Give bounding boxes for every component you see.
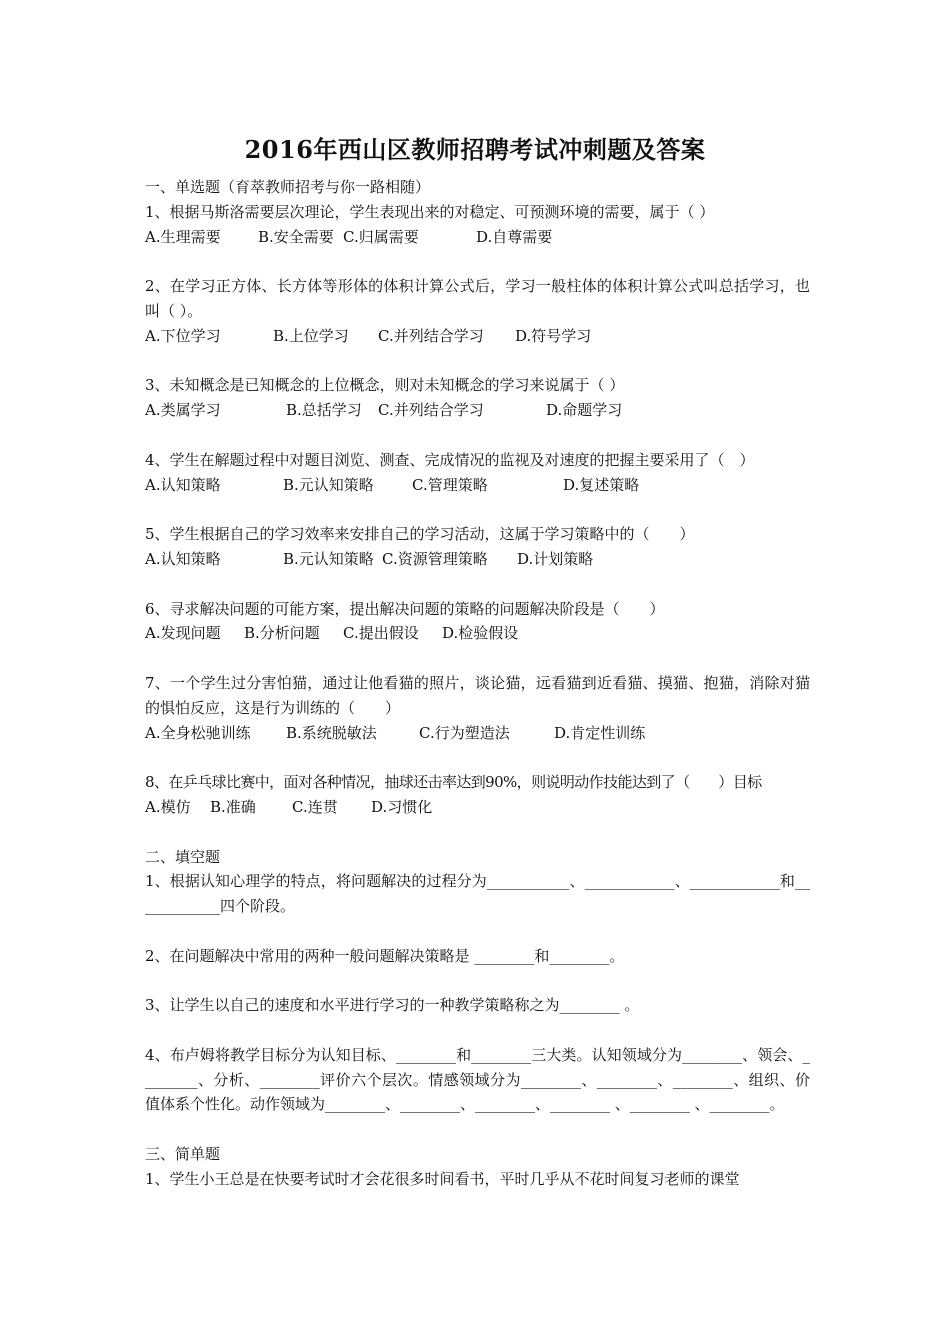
question-options: [145, 547, 810, 572]
option: C.并列结合学习: [378, 326, 484, 345]
document-body: [145, 175, 810, 1192]
option: A.类属学习: [145, 401, 221, 420]
question-text: 4、学生在解题过程中对题目浏览、测查、完成情况的监视及对速度的把握主要采用了（ ）: [145, 450, 755, 469]
question-options: [145, 721, 810, 746]
short-answer-item: 1、学生小王总是在快要考试时才会花很多时间看书，平时几乎从不花时间复习老师的课堂: [145, 1169, 740, 1188]
question-text: 1、根据马斯洛需要层次理论，学生表现出来的对稳定、可预测环境的需要，属于（ ）: [145, 202, 715, 221]
question-options: [145, 225, 810, 250]
option: D.复述策略: [563, 475, 640, 494]
option: B.元认知策略: [283, 549, 374, 568]
question-text: 8、在乒乓球比赛中，面对各种情况，抽球还击率达到90%，则说明动作技能达到了（ ）目标: [145, 773, 762, 792]
question-text: 5、学生根据自己的学习效率来安排自己的学习活动，这属于学习策略中的（ ）: [145, 525, 695, 544]
option: D.符号学习: [515, 326, 592, 345]
option: C.管理策略: [412, 475, 488, 494]
fill-blank-item: 4、布卢姆将教学目标分为认知目标、________和________三大类。认知领域分为________、领会、________、分析、________评价六个层次。情感领域分为________、________、________、组织、价值体系个性化。动作领域为________、________、________、________ 、________ 、________。: [145, 1045, 810, 1114]
option: B.系统脱敏法: [286, 723, 377, 742]
question-text: 2、在学习正方体、长方体等形体的体积计算公式后，学习一般柱体的体积计算公式叫总括学习，也叫（ ）。: [145, 277, 810, 320]
option: A.认知策略: [145, 475, 221, 494]
option: B.分析问题: [244, 624, 320, 643]
question-text: 7、一个学生过分害怕猫，通过让他看猫的照片，谈论猫，远看猫到近看猫、摸猫、抱猫，消除对猫的惧怕反应，这是行为训练的（ ）: [145, 673, 810, 717]
question-options: [145, 795, 810, 820]
option: A.全身松驰训练: [145, 723, 251, 742]
option: A.认知策略: [145, 549, 221, 568]
option: C.资源管理策略: [382, 549, 488, 568]
question-options: [145, 621, 810, 646]
option: D.命题学习: [546, 401, 623, 420]
option: D.计划策略: [517, 549, 594, 568]
fill-blank-item: 1、根据认知心理学的特点，将问题解决的过程分为___________、____________、____________和____________四个阶段。: [145, 872, 810, 916]
option: A.下位学习: [145, 326, 221, 345]
option: A.发现问题: [145, 624, 221, 643]
question-options: [145, 324, 810, 349]
option: B.总括学习: [286, 401, 362, 420]
option: D.习惯化: [371, 797, 433, 816]
section-heading: 一、单选题（育萃教师招考与你一路相随）: [145, 178, 431, 196]
option: D.检验假设: [442, 624, 519, 643]
fill-blank-item: 2、在问题解决中常用的两种一般问题解决策略是 ________和________。: [145, 946, 625, 965]
question-text: 3、未知概念是已知概念的上位概念，则对未知概念的学习来说属于（ ）: [145, 376, 625, 395]
question-options: [145, 473, 810, 498]
option: A.模仿: [145, 797, 191, 816]
question-options: [145, 398, 810, 423]
fill-blank-item: 3、让学生以自己的速度和水平进行学习的一种教学策略称之为________ 。: [145, 996, 640, 1015]
section-heading: 三、简单题: [145, 1145, 221, 1164]
section-heading: 二、填空题: [145, 847, 221, 866]
option: B.上位学习: [273, 326, 349, 345]
option: B.准确: [210, 797, 256, 816]
option: C.连贯: [292, 797, 338, 816]
question-text: 6、寻求解决问题的可能方案，提出解决问题的策略的问题解决阶段是（ ）: [145, 599, 665, 618]
option: C.归属需要: [343, 227, 419, 246]
option: C.并列结合学习: [378, 401, 484, 420]
option: C.提出假设: [343, 624, 419, 643]
option: A.生理需要: [145, 227, 221, 246]
option: B.元认知策略: [283, 475, 374, 494]
option: D.自尊需要: [476, 227, 553, 246]
option: B.安全需要: [258, 227, 334, 246]
option: C.行为塑造法: [419, 723, 510, 742]
option: D.肯定性训练: [554, 723, 646, 742]
document-title: 2016年西山区教师招聘考试冲刺题及答案: [244, 135, 706, 164]
